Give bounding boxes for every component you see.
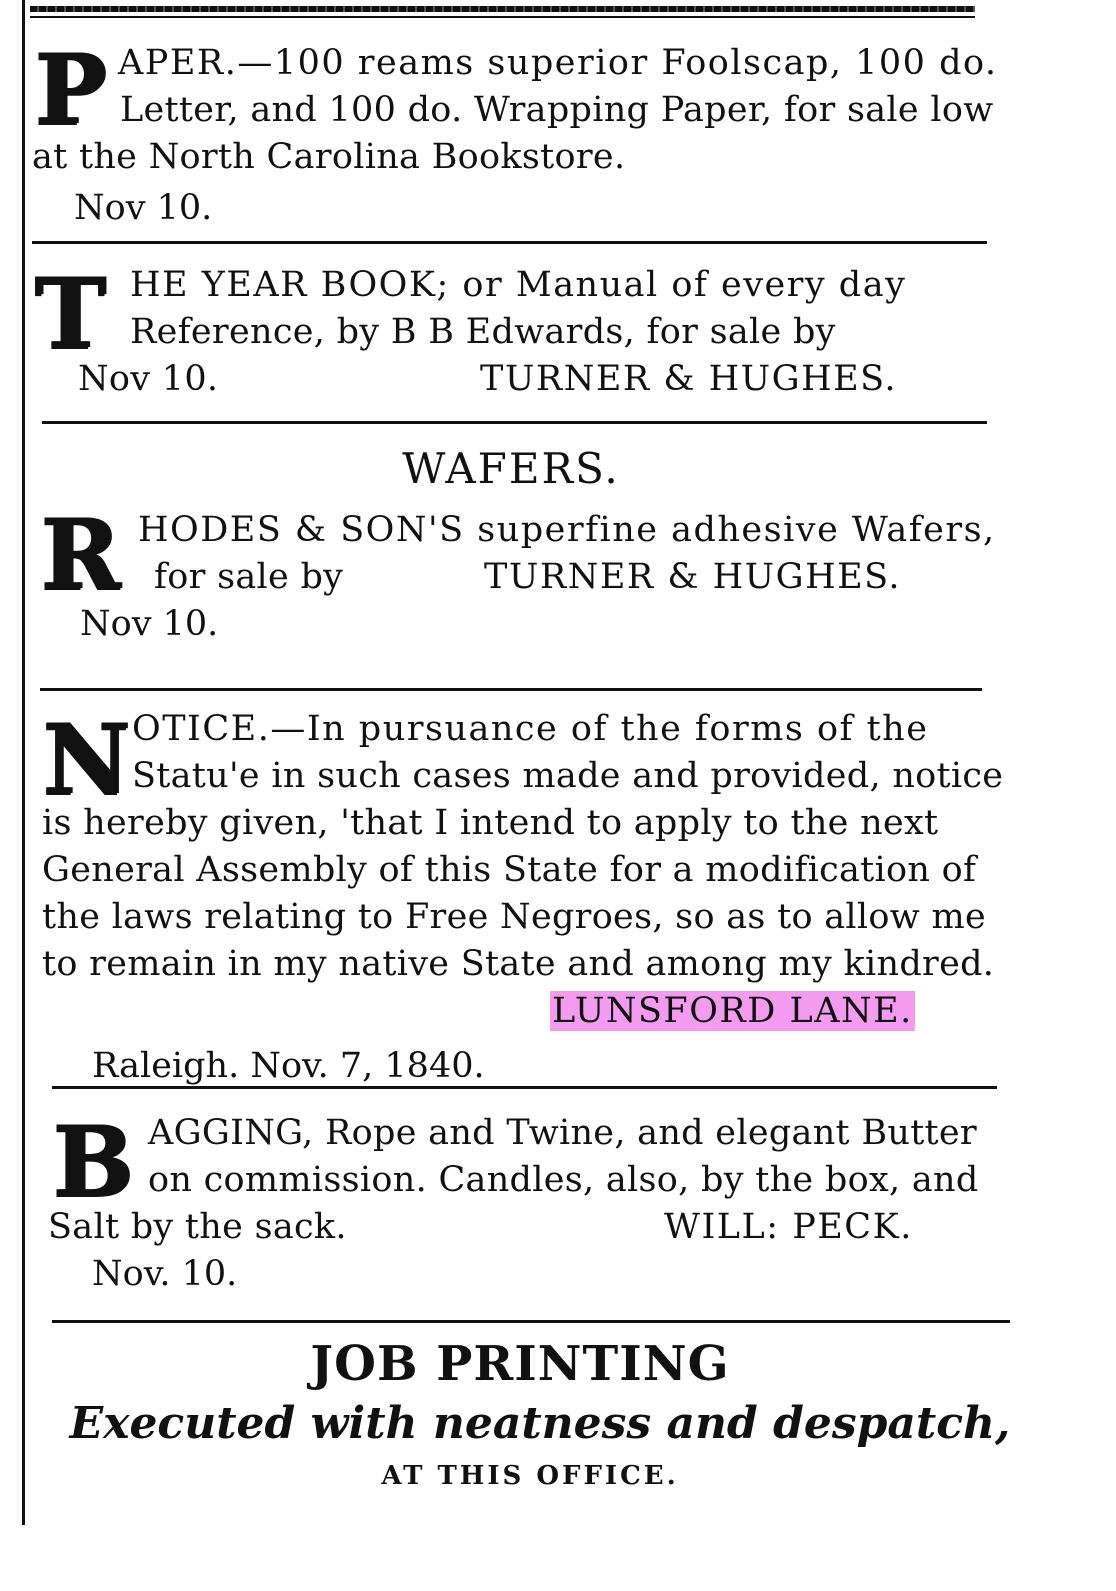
divider-3: [40, 688, 982, 691]
wafers-seller: TURNER & HUGHES.: [484, 557, 902, 597]
dropcap-r: R: [40, 498, 120, 611]
notice-line-3: is hereby given, 'that I intend to apply to the next: [42, 803, 939, 843]
top-rule: [30, 16, 975, 18]
divider-2: [42, 421, 987, 424]
notice-signature: LUNSFORD LANE.: [552, 991, 913, 1031]
wafers-heading: WAFERS.: [402, 444, 620, 493]
bagging-seller: WILL: PECK.: [664, 1207, 913, 1247]
dropcap-b: B: [52, 1105, 134, 1218]
notice-line-2: Statu'e in such cases made and provided, notice: [132, 756, 1004, 796]
bagging-date: Nov. 10.: [92, 1254, 238, 1294]
yearbook-line-2: Reference, by B B Edwards, for sale by: [130, 312, 836, 352]
top-ornamental-rule: [30, 6, 975, 12]
wafers-line-1: HODES & SON'S superfine adhesive Wafers,: [138, 510, 996, 550]
wafers-date: Nov 10.: [80, 604, 219, 644]
job-printing-title: JOB PRINTING: [310, 1336, 730, 1392]
job-printing-office: AT THIS OFFICE.: [381, 1461, 679, 1491]
divider-1: [32, 241, 987, 244]
ad-paper: [32, 33, 998, 231]
notice-line-5: the laws relating to Free Negroes, so as to allow me: [42, 897, 986, 937]
dropcap-p: P: [34, 33, 107, 146]
ad-notice: [42, 703, 1004, 1089]
paper-line-2: Letter, and 100 do. Wrapping Paper, for sale low: [120, 90, 994, 130]
ad-wafers: [36, 444, 996, 647]
divider-4: [52, 1086, 997, 1089]
dropcap-n: N: [42, 703, 130, 816]
paper-line-3: at the North Carolina Bookstore.: [32, 137, 626, 177]
divider-5: [52, 1320, 1010, 1323]
yearbook-seller: TURNER & HUGHES.: [480, 359, 898, 399]
yearbook-date: Nov 10.: [78, 359, 219, 399]
yearbook-line-1: HE YEAR BOOK; or Manual of every day: [130, 265, 907, 305]
bagging-line-2: on commission. Candles, also, by the box, and: [148, 1160, 979, 1200]
paper-line-1: APER.—100 reams superior Foolscap, 100 do.: [118, 43, 998, 83]
ad-job-printing: [40, 1336, 1011, 1491]
notice-line-6: to remain in my native State and among my kindred.: [42, 944, 995, 984]
job-printing-subtitle: Executed with neatness and despatch,: [69, 1398, 1011, 1449]
notice-line-1: OTICE.—In pursuance of the forms of the: [132, 709, 929, 749]
notice-line-4: General Assembly of this State for a modification of: [42, 850, 977, 890]
paper-date: Nov 10.: [74, 188, 213, 228]
dropcap-t: T: [34, 257, 106, 370]
notice-place-date: Raleigh. Nov. 7, 1840.: [92, 1046, 485, 1086]
column-rule: [22, 0, 25, 1525]
bagging-line-3: Salt by the sack.: [48, 1207, 347, 1247]
ad-year-book: [34, 257, 994, 403]
wafers-line-2: for sale by: [154, 557, 344, 597]
ad-bagging: [48, 1105, 1008, 1297]
bagging-line-1: AGGING, Rope and Twine, and elegant Butter: [148, 1113, 977, 1153]
